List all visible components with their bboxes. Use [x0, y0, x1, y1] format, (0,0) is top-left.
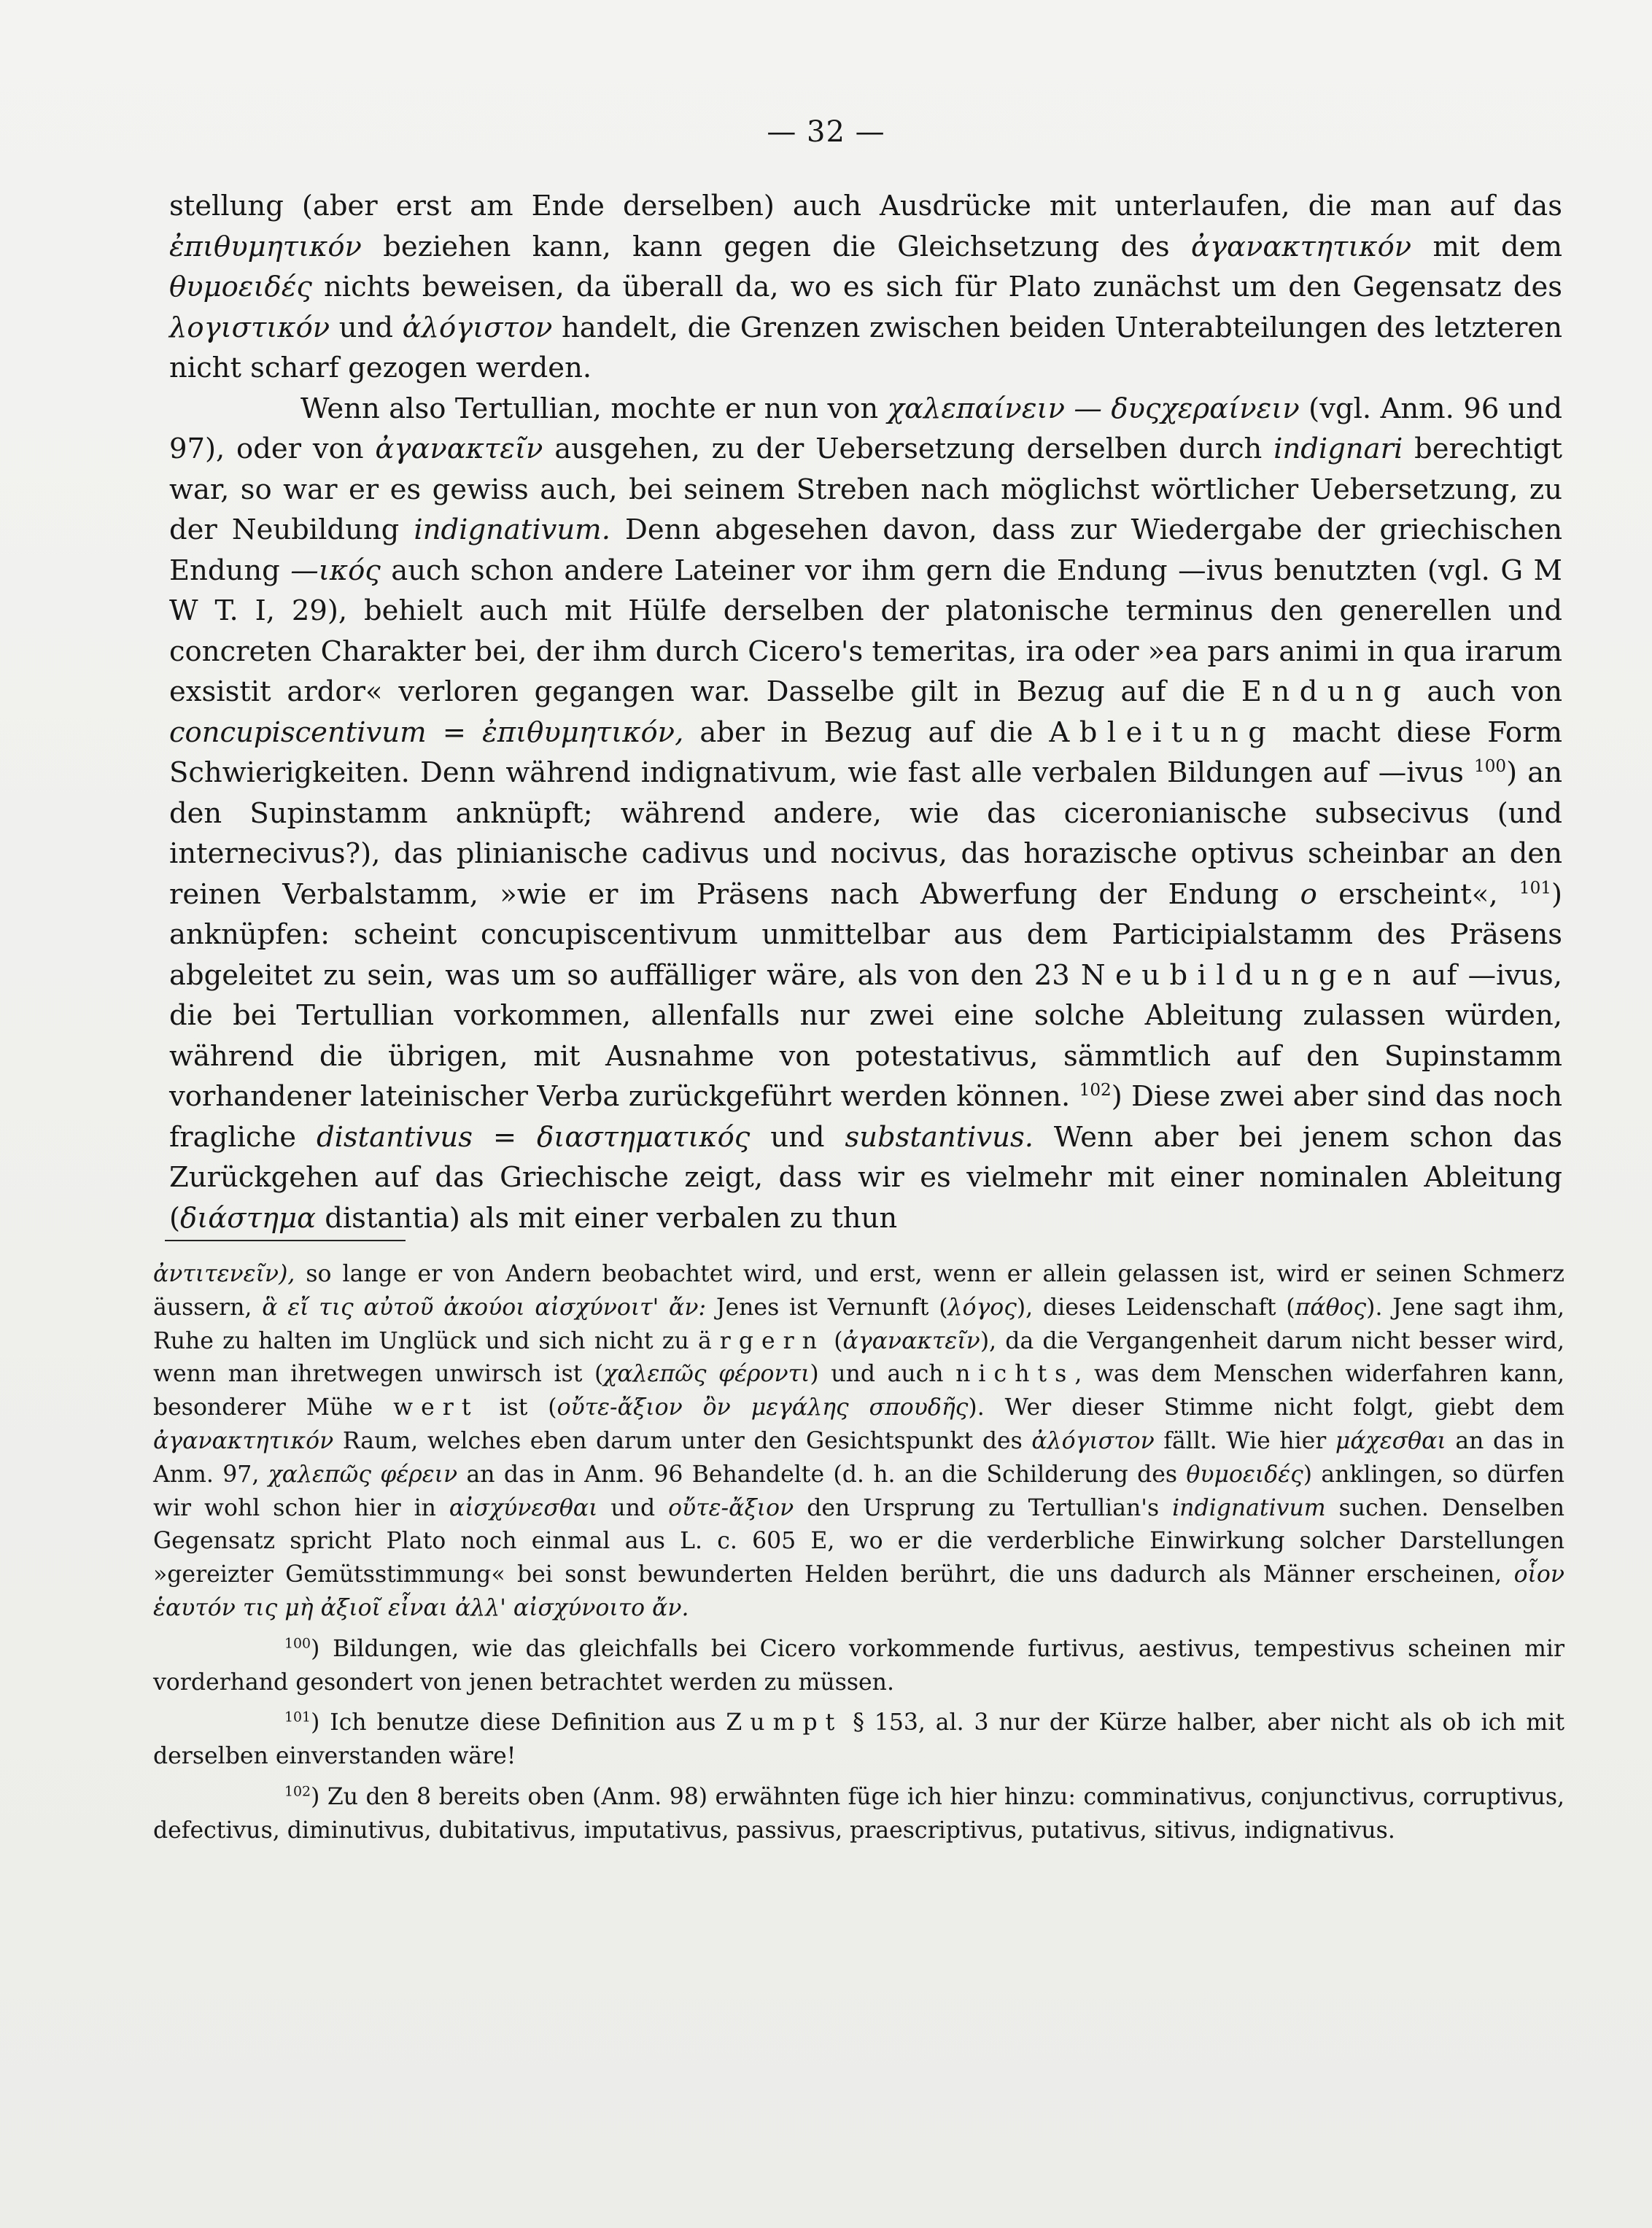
text-run: an das in Anm. 96 Behandelte (d. h. an die Schilderung des: [457, 1461, 1187, 1488]
latin-term: o: [1300, 877, 1317, 911]
text-run: an das in Anm. 97,: [153, 1427, 1564, 1488]
paragraph-1: [169, 186, 1562, 389]
footnote-101: [153, 1707, 1564, 1774]
text-run: =: [426, 715, 483, 749]
latin-term: indignativum.: [414, 513, 610, 546]
greek-term: πάθος: [1295, 1294, 1367, 1321]
spaced-term: Neubildungen: [1080, 958, 1401, 992]
footnote-number: 100: [284, 1635, 311, 1652]
greek-term: χαλεπαίνειν — δυςχεραίνειν: [887, 392, 1300, 425]
footnote-100: [153, 1633, 1564, 1700]
text-run: handelt, die Grenzen zwischen beiden Unterabteilungen des letzteren nicht scharf gezogen werden.: [169, 311, 1562, 384]
text-run: Jenes ist Vernunft (: [706, 1294, 948, 1321]
text-run: auch schon andere Lateiner vor ihm gern die Endung —ivus benutzten (vgl. G M W T. I, 29), behielt auch mit Hülfe derselben der platonische terminus den generellen und concreten Charakter bei, der ihm durch Cicero's temeritas, ira oder »ea pars animi in qua irarum exsistit ardor« verloren gegangen war. Dasselbe gilt in Bezug auf die: [169, 554, 1562, 708]
footnote-divider: [165, 1240, 406, 1241]
greek-term: ἀγανακτητικόν: [1190, 230, 1412, 263]
greek-term: οὔτε-ἄξιον ὂν μεγάλης σπουδῆς: [557, 1394, 969, 1421]
latin-term: indignativum: [1172, 1494, 1326, 1521]
spaced-term: ärgern: [697, 1327, 826, 1354]
text-run: berechtigt war, so war er es gewiss auch, bei seinem Streben nach möglichst wörtlicher Uebersetzung, zu der Neubildung: [169, 432, 1562, 546]
footnote-continuation: [153, 1258, 1564, 1626]
footnote-number: 102: [284, 1783, 311, 1800]
text-run: macht diese Form Schwierigkeiten. Denn während indignativum, wie fast alle verbalen Bildungen auf —ivus: [169, 715, 1562, 789]
text-run: mit dem: [1411, 230, 1562, 263]
footnotes: [153, 1258, 1564, 1848]
greek-term: μάχεσθαι: [1335, 1427, 1446, 1454]
text-run: ) an den Supinstamm anknüpft; während andere, wie das ciceronianische subsecivus (und internecivus?), das plinianische cadivus und nocivus, das horazische optivus scheinbar an den reinen Verbalstamm, »wie er im Präsens nach Abwerfung der Endung: [169, 756, 1562, 911]
text-run: ) und auch: [810, 1361, 956, 1388]
text-run: Wenn also Tertullian, mochte er nun von: [300, 392, 888, 425]
text-run: so lange er von Andern beobachtet wird, und erst, wenn er allein gelassen ist, wird er seinen Schmerz äussern,: [153, 1261, 1564, 1321]
greek-term: ἐπιθυμητικόν: [169, 230, 362, 263]
text-run: ist (: [478, 1394, 557, 1421]
text-run: =: [472, 1120, 538, 1154]
footnote-ref-101[interactable]: 101: [1519, 878, 1551, 898]
text-run: Raum, welches eben darum unter den Gesichtspunkt des: [333, 1427, 1032, 1454]
greek-term: διαστηματικός: [537, 1120, 751, 1154]
footnote-text: ) Ich benutze diese Definition aus: [311, 1709, 726, 1736]
text-run: und: [750, 1120, 845, 1154]
text-run: ausgehen, zu der Uebersetzung derselben durch: [543, 432, 1274, 465]
text-run: Wenn aber bei jenem schon das Zurückgehen auf das Griechische zeigt, dass wir es vielmehr mit einer nominalen Ableitung (: [169, 1120, 1562, 1235]
text-run: den Ursprung zu Tertullian's: [794, 1494, 1173, 1521]
greek-term: θυμοειδές: [169, 271, 312, 303]
page-number: — 32 —: [767, 115, 885, 149]
spaced-term: Endung: [1241, 675, 1411, 708]
text-run: suchen. Denselben Gegensatz spricht Plato noch einmal aus L. c. 605 E, wo er die verderbliche Einwirkung solcher Darstellungen »gereizter Gemütsstimmung« bei sonst bewunderten Helden berührt, die uns dadurch als Männer erscheinen,: [153, 1494, 1565, 1588]
greek-term: χαλεπῶς φέροντι: [603, 1361, 810, 1388]
footnote-number: 101: [284, 1709, 311, 1726]
footnote-text: ) Zu den 8 bereits oben (Anm. 98) erwähnten füge ich hier hinzu: comminativus, conjunctivus, corruptivus, defectivus, diminutivus, dubitativus, imputativus, passivus, praescriptivus, putativus, sitivus, indignativus.: [153, 1783, 1564, 1844]
main-text: [169, 186, 1562, 1238]
text-run: auf —ivus, die bei Tertullian vorkommen, allenfalls nur zwei eine solche Ableitung zulassen würden, während die übrigen, mit Ausnahme von potestativus, sämmtlich auf den Supinstamm vorhandener lateinischer Verba zurückgeführt werden können.: [169, 958, 1562, 1113]
greek-term: λογιστικόν: [169, 311, 330, 344]
greek-term: ἀγανακτεῖν: [842, 1327, 980, 1354]
spaced-term: Zumpt: [726, 1709, 843, 1736]
greek-term: ἃ εἴ τις αὐτοῦ ἀκούοι αἰσχύνοιτ' ἄν:: [262, 1294, 707, 1321]
latin-term: concupiscentivum: [169, 715, 427, 749]
text-run: stellung (aber erst am Ende derselben) auch Ausdrücke mit unterlaufen, die man auf das: [169, 190, 1562, 222]
text-run: (vgl. Anm. 96 und 97), oder von: [169, 392, 1562, 465]
text-run: (: [825, 1327, 843, 1354]
text-run: und: [597, 1494, 669, 1521]
latin-term: distantivus: [316, 1120, 473, 1154]
footnote-text: § 153, al. 3 nur der Kürze halber, aber nicht als ob ich mit derselben einverstanden wäre!: [153, 1709, 1564, 1770]
spaced-term: Ableitung: [1049, 715, 1276, 749]
text-run: und: [330, 311, 403, 344]
text-run: auch von: [1411, 675, 1563, 708]
text-run: aber in Bezug auf die: [683, 715, 1050, 749]
greek-term: ἀγανακτητικόν: [153, 1427, 334, 1454]
text-run: distantia) als mit einer verbalen zu thun: [315, 1201, 898, 1235]
greek-term: ἐπιθυμητικόν,: [482, 715, 684, 749]
text-run: ). Wer dieser Stimme nicht folgt, giebt dem: [968, 1394, 1564, 1421]
text-run: nichts beweisen, da überall da, wo es sich für Plato zunächst um den Gegensatz des: [311, 271, 1562, 303]
latin-term: indignari: [1273, 432, 1403, 465]
spaced-term: wert: [393, 1394, 479, 1421]
paragraph-2: [169, 389, 1562, 1239]
greek-term: οἷον ἑαυτόν τις μὴ ἀξιοῖ εἶναι ἀλλ' αἰσχύνοιτο ἄν.: [153, 1561, 1564, 1621]
footnote-text: ) Bildungen, wie das gleichfalls bei Cicero vorkommende furtivus, aestivus, tempestivus scheinen mir vorderhand gesondert von jenen betrachtet werden zu müssen.: [153, 1635, 1564, 1696]
greek-term: ἀντιτενεῖν),: [153, 1261, 295, 1287]
greek-term: αἰσχύνεσθαι: [449, 1494, 598, 1521]
greek-term: —ικός: [290, 554, 381, 587]
text-run: Denn abgesehen davon, dass zur Wiedergabe der griechischen Endung: [169, 513, 1563, 587]
text-run: beziehen kann, kann gegen die Gleichsetzung des: [361, 230, 1191, 263]
text-run: ). Jene sagt ihm, Ruhe zu halten im Unglück und sich nicht zu: [153, 1294, 1565, 1354]
footnote-102: [153, 1781, 1564, 1848]
text-run: ) Diese zwei aber sind das noch fragliche: [169, 1080, 1562, 1154]
greek-term: οὔτε-ἄξιον: [668, 1494, 794, 1521]
greek-term: ἀγανακτεῖν: [375, 432, 543, 465]
footnote-ref-100[interactable]: 100: [1474, 757, 1507, 777]
greek-term: θυμοειδές: [1186, 1461, 1303, 1488]
greek-term: διάστημα: [180, 1201, 316, 1235]
greek-term: λόγος: [947, 1294, 1017, 1321]
text-run: fällt. Wie hier: [1154, 1427, 1335, 1454]
text-run: ) anklingen, so dürfen wir wohl schon hier in: [153, 1461, 1564, 1521]
footnote-ref-102[interactable]: 102: [1079, 1081, 1112, 1101]
greek-term: χαλεπῶς φέρειν: [268, 1461, 458, 1488]
text-run: , was dem Menschen widerfahren kann, besonderer Mühe: [153, 1361, 1564, 1421]
text-run: ) anknüpfen: scheint concupiscentivum unmittelbar aus dem Participialstamm des Präsens abgeleitet zu sein, was um so auffälliger wäre, als von den 23: [169, 877, 1562, 992]
greek-term: ἀλόγιστον: [1031, 1427, 1155, 1454]
text-run: erscheint«,: [1316, 877, 1519, 911]
text-run: ), da die Vergangenheit darum nicht besser wird, wenn man ihretwegen unwirsch ist (: [153, 1327, 1564, 1388]
latin-term: substantivus.: [845, 1120, 1034, 1154]
text-run: ), dieses Leidenschaft (: [1016, 1294, 1295, 1321]
spaced-term: nichts: [955, 1361, 1075, 1388]
greek-term: ἀλόγιστον: [402, 311, 553, 344]
